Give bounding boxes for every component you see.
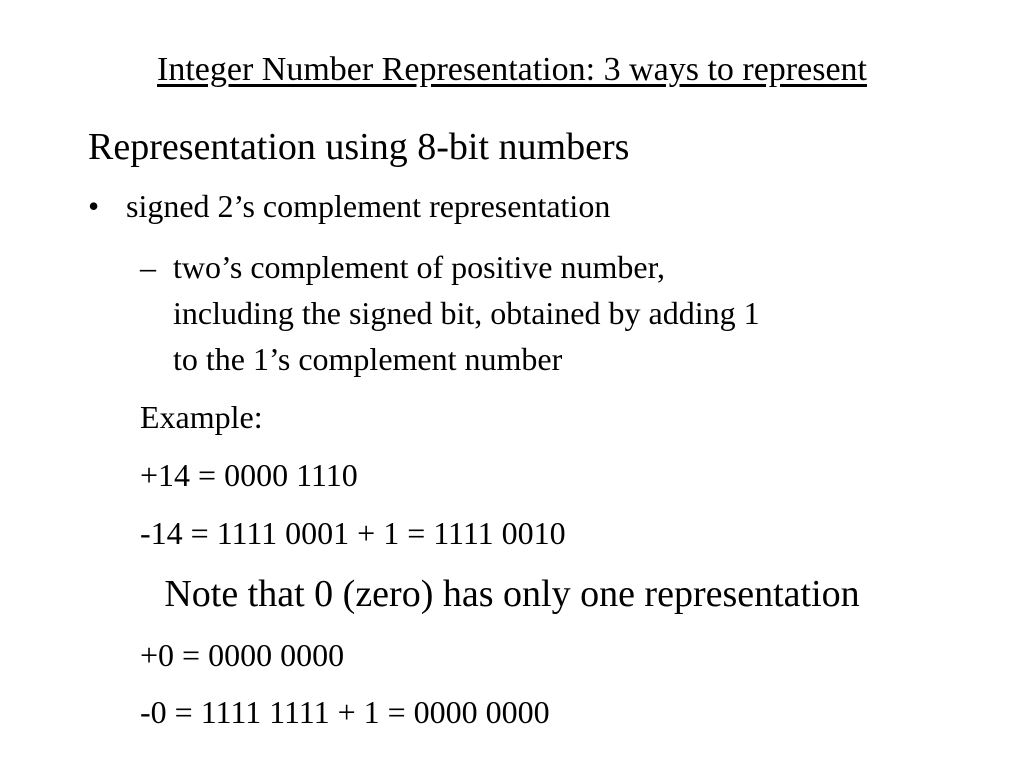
zero-negative: -0 = 1111 1111 + 1 = 0000 0000 (140, 694, 550, 730)
example-positive: +14 = 0000 1110 (140, 457, 358, 493)
sub-bullet-item (140, 244, 940, 382)
sub-bullet-line-3: to the 1’s complement number (173, 341, 563, 377)
section-heading: Representation using 8-bit numbers (88, 126, 630, 168)
zero-positive: +0 = 0000 0000 (140, 637, 345, 673)
sub-bullet-line-1: two’s complement of positive number, (173, 249, 665, 285)
note-heading: Note that 0 (zero) has only one representation (164, 573, 860, 615)
dash-marker: – (140, 249, 156, 285)
bullet-item (88, 186, 610, 226)
example-label: Example: (140, 399, 263, 435)
example-negative: -14 = 1111 0001 + 1 = 1111 0010 (140, 515, 566, 551)
bullet-marker: • (88, 188, 100, 224)
bullet-text: signed 2’s complement representation (126, 188, 611, 224)
slide-title: Integer Number Representation: 3 ways to represent (157, 51, 867, 88)
sub-bullet-line-2: including the signed bit, obtained by adding 1 (173, 295, 760, 331)
